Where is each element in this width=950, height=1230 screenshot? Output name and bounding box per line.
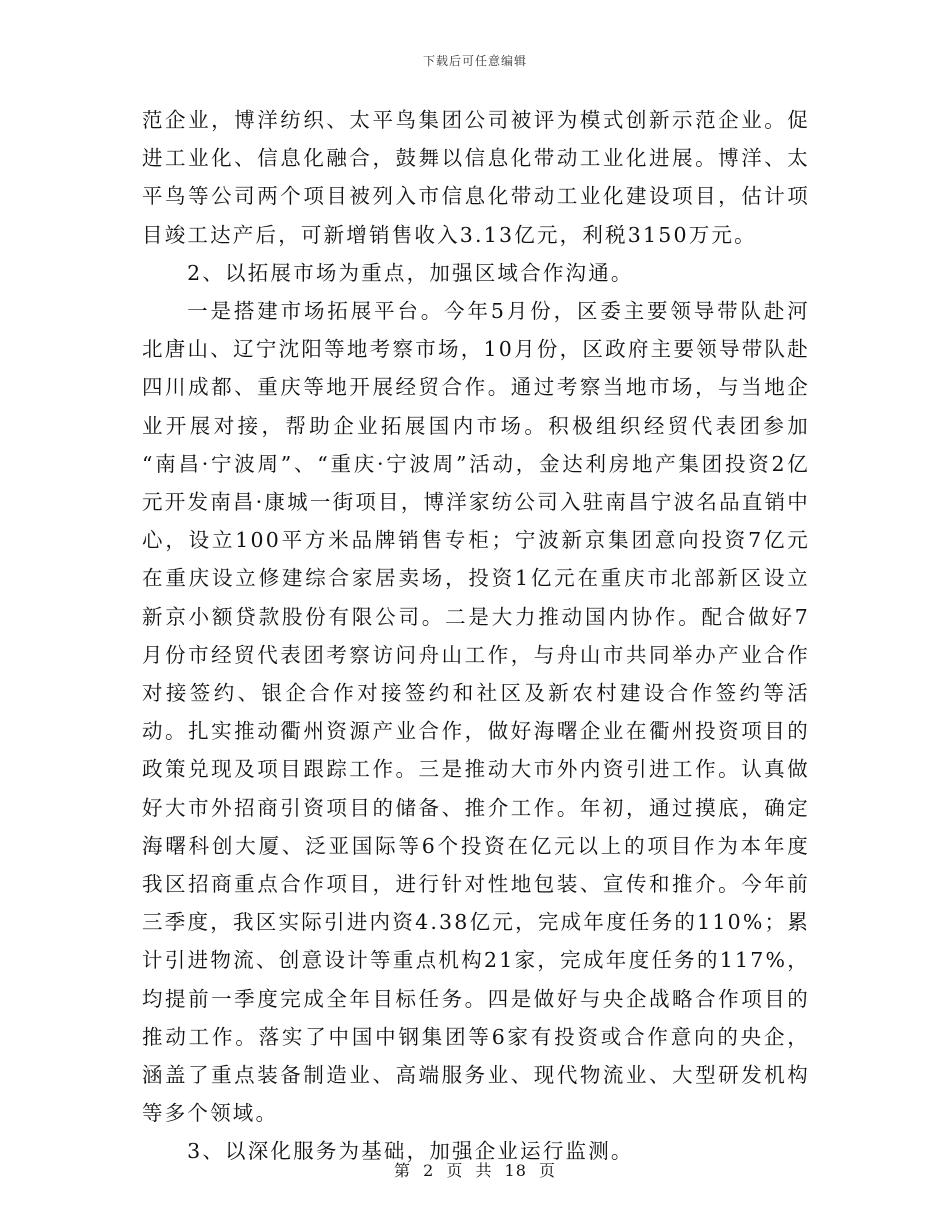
- paragraph-market-expansion: 一是搭建市场拓展平台。今年5月份，区委主要领导带队赴河北唐山、辽宁沈阳等地考察市场，10月份，区政府主要领导带队赴四川成都、重庆等地开展经贸合作。通过考察当地市场，与当地企业开展对接，帮助企业拓展国内市场。积极组织经贸代表团参加 “南昌·宁波周”、“重庆·宁波周”活动，金达利房地产集团投资2亿元开发南昌·康城一街项目，博洋家纺公司入驻南昌宁波名品直销中心，设立100平方米品牌销售专柜；宁波新京集团意向投资7亿元在重庆设立修建综合家居卖场，投资1亿元在重庆市北部新区设立新京小额贷款股份有限公司。二是大力推动国内协作。配合做好7月份市经贸代表团考察访问舟山工作，与舟山市共同举办产业合作对接签约、银企合作对接签约和社区及新农村建设合作签约等活动。扎实推动衢州资源产业合作，做好海曙企业在衢州投资项目的政策兑现及项目跟踪工作。三是推动大市外内资引进工作。认真做好大市外招商引资项目的储备、推介工作。年初，通过摸底，确定海曙科创大厦、泛亚国际等6个投资在亿元以上的项目作为本年度我区招商重点合作项目，进行针对性地包装、宣传和推介。今年前三季度，我区实际引进内资4.38亿元，完成年度任务的110%；累计引进物流、创意设计等重点机构21家，完成年度任务的117%，均提前一季度完成全年目标任务。四是做好与央企战略合作项目的推动工作。落实了中国中钢集团等6家有投资或合作意向的央企，涵盖了重点装备制造业、高端服务业、现代物流业、大型研发机构等多个领域。: [142, 299, 810, 1126]
- paragraph-continuation: 范企业，博洋纺织、太平鸟集团公司被评为模式创新示范企业。促进工业化、信息化融合，鼓舞以信息化带动工业化进展。博洋、太平鸟等公司两个项目被列入市信息化带动工业化建设项目，估计项目竣工达产后，可新增销售收入3.13亿元，利税3150万元。: [142, 108, 810, 247]
- section-heading-2: 2、以拓展市场为重点，加强区域合作沟通。: [187, 260, 634, 285]
- document-body: [142, 101, 810, 1171]
- page-header-note: 下载后可任意编辑: [422, 54, 527, 68]
- page-number-footer: 第 2 页 共 18 页: [394, 1161, 556, 1180]
- section-heading-3: 3、以深化服务为基础，加强企业运行监测。: [187, 1139, 634, 1164]
